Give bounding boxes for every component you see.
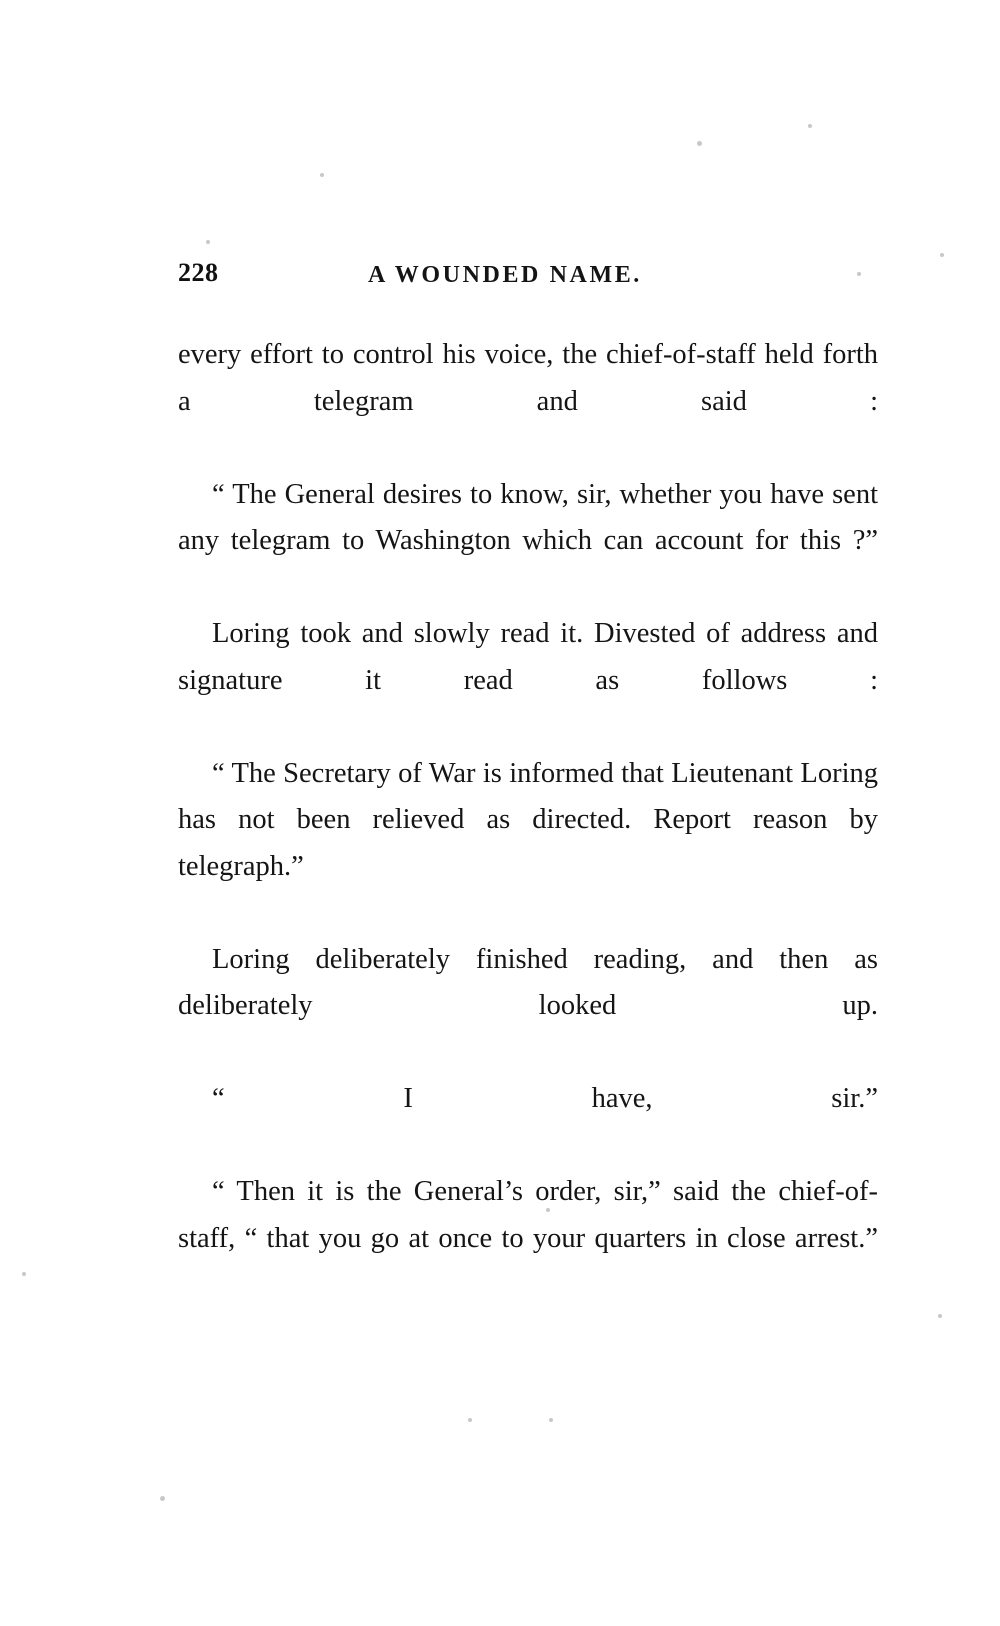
paragraph: “ The General desires to know, sir, whether you have sent any telegram to Washington which can account for this ?” [178,478,878,556]
scan-speckle [468,1418,472,1422]
paragraph: Loring took and slowly read it. Divested of address and signature it read as follows : [178,618,878,696]
scan-speckle [697,141,702,146]
paragraph: “ The Secretary of War is informed that Lieutenant Loring has not been relieved as directed. Report reason by telegraph.” [178,757,878,882]
scan-speckle [160,1496,165,1501]
scan-speckle [22,1272,26,1276]
scan-speckle [938,1314,942,1318]
scan-speckle [549,1418,553,1422]
paragraph: every effort to control his voice, the chief-of-staff held forth a telegram and said : [178,339,878,417]
page-header [178,258,878,298]
scan-speckle [546,1208,550,1212]
scan-speckle [940,253,944,257]
scan-speckle [206,240,210,244]
scan-speckle [808,124,812,128]
running-head-title: A WOUNDED NAME. [368,262,642,288]
paragraph: “ Then it is the General’s order, sir,” said the chief-of-staff, “ that you go at once to your quarters in close arrest.” [178,1176,878,1254]
page-number: 228 [178,258,219,287]
body-text [178,332,878,1309]
scan-speckle [320,173,324,177]
paragraph: “ I have, sir.” [212,1083,878,1114]
scan-speckle [857,272,861,276]
paragraph: Loring deliberately finished reading, and then as deliberately looked up. [178,943,878,1021]
